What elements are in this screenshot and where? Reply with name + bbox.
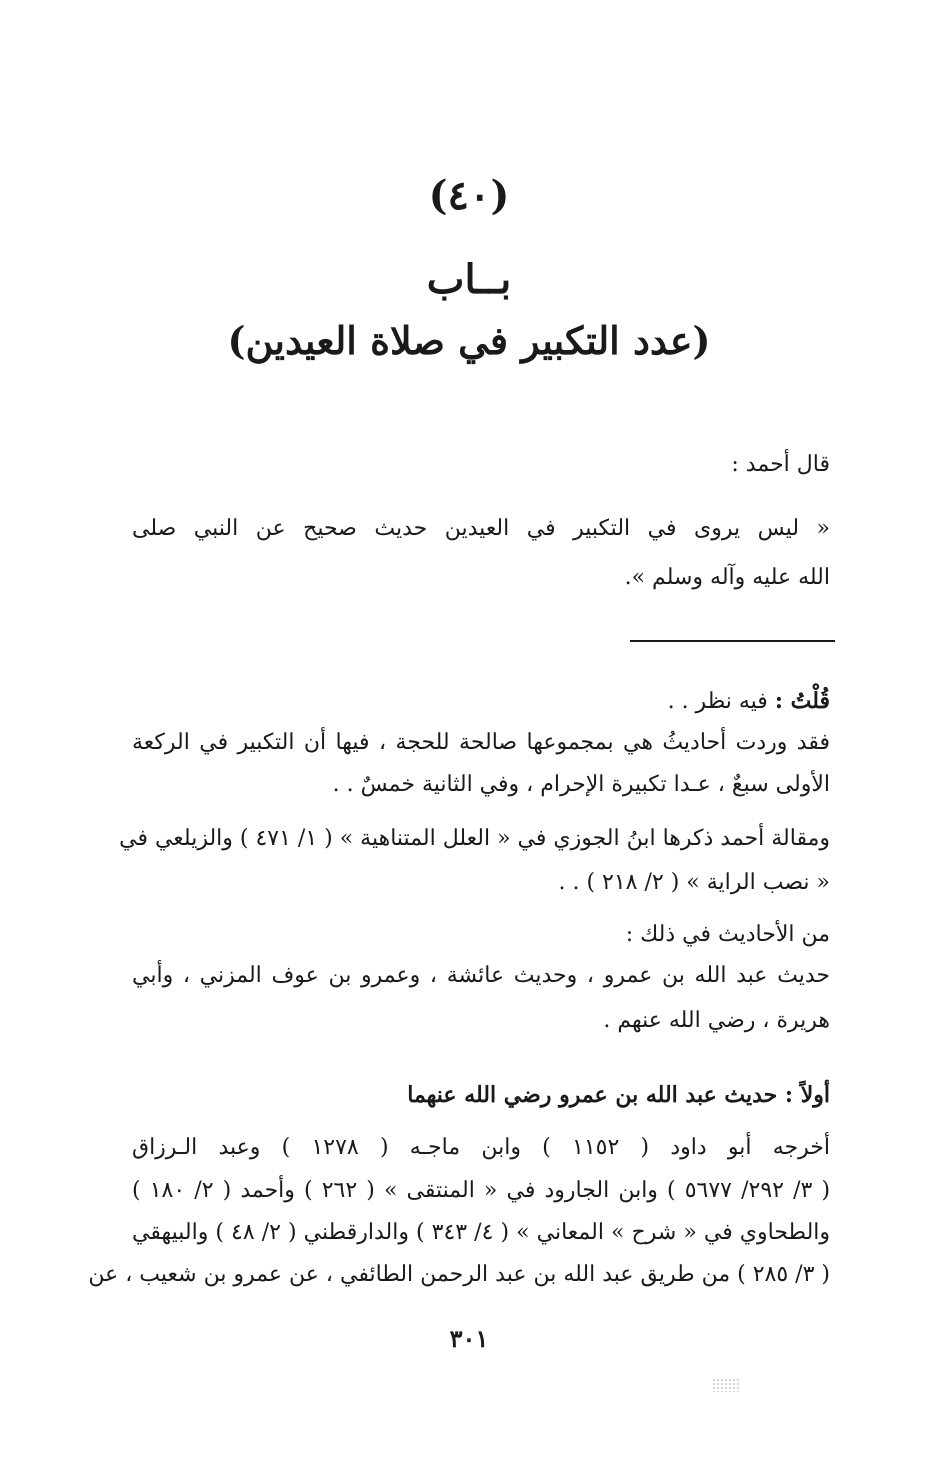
- para3-intro: من الأحاديث في ذلك :: [625, 922, 830, 947]
- qultu-line: [132, 688, 830, 714]
- para2-line-2: « نصب الراية » ( ٢/ ٢١٨ ) . .: [558, 870, 830, 895]
- section-heading: أولاً : حديث عبد الله بن عمرو رضي الله عنهما: [407, 1082, 830, 1108]
- ahmad-quote-line-1: « ليس يروى في التكبير في العيدين حديث صحيح عن النبي صلى: [132, 516, 830, 541]
- chapter-number: (٤٠): [428, 172, 510, 219]
- para1-line-2: الأولى سبعٌ ، عـدا تكبيرة الإحرام ، وفي الثانية خمسٌ . .: [332, 772, 830, 797]
- scan-speck: [712, 1378, 740, 1392]
- para2-line-1: ومقالة أحمد ذكرها ابنُ الجوزي في « العلل المتناهية » ( ١/ ٤٧١ ) والزيلعي في: [119, 826, 830, 851]
- ahmad-intro: قال أحمد :: [731, 452, 830, 477]
- para4-line-2: ( ٣/ ٢٩٢/ ٥٦٧٧ ) وابن الجارود في « المنتقى » ( ٢٦٢ ) وأحمد ( ٢/ ١٨٠ ): [132, 1178, 831, 1203]
- page-number: ٣٠١: [449, 1324, 489, 1353]
- divider-rule: [630, 640, 835, 642]
- bab-heading: بــاب: [426, 256, 512, 303]
- para4-line-3: والطحاوي في « شرح » المعاني » ( ٤/ ٣٤٣ ) والدارقطني ( ٢/ ٤٨ ) والبيهقي: [132, 1220, 831, 1245]
- qultu-label: قُلْتُ :: [774, 688, 830, 714]
- ahmad-quote-line-2: الله عليه وآله وسلم ».: [624, 565, 830, 590]
- para3-line-2: هريرة ، رضي الله عنهم .: [603, 1008, 830, 1033]
- para3-line-1: حديث عبد الله بن عمرو ، وحديث عائشة ، وعمرو بن عوف المزني ، وأبي: [132, 963, 830, 988]
- para4-line-1: أخرجه أبو داود ( ١١٥٢ ) وابن ماجـه ( ١٢٧٨ ) وعبد الـرزاق: [132, 1135, 830, 1160]
- chapter-title: (عدد التكبير في صلاة العيدين): [227, 318, 711, 363]
- para4-line-4: ( ٣/ ٢٨٥ ) من طريق عبد الله بن عبد الرحمن الطائفي ، عن عمرو بن شعيب ، عن: [88, 1262, 830, 1287]
- para1-line-1: فقد وردت أحاديثُ هي بمجموعها صالحة للحجة ، فيها أن التكبير في الركعة: [132, 730, 830, 755]
- qultu-rest: فيه نظر . .: [667, 689, 768, 714]
